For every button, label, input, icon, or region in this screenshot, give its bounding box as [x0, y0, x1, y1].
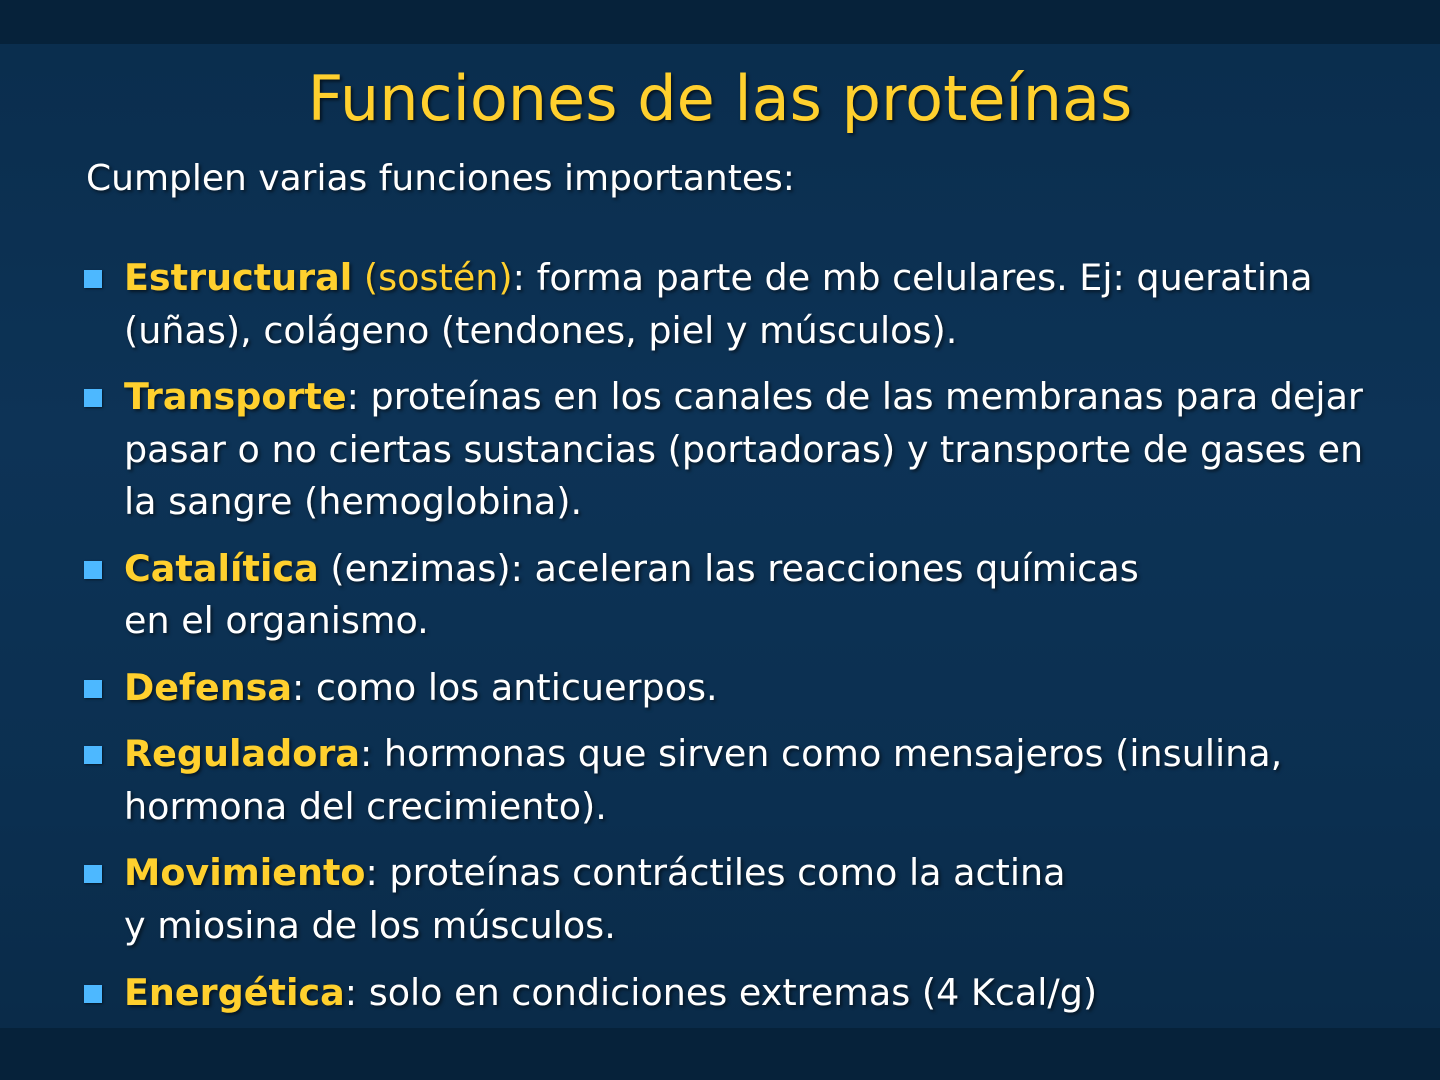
list-item	[84, 967, 1384, 1020]
list-item-keyword: Estructural	[124, 256, 353, 299]
list-item-text	[124, 967, 1097, 1020]
list-item-body: : solo en condiciones extremas (4 Kcal/g)	[344, 970, 1098, 1014]
list-item	[84, 371, 1384, 529]
page-title: Funciones de las proteínas	[307, 62, 1133, 135]
list-item-keyword: Reguladora	[124, 732, 360, 776]
list-item-body: : proteínas en los canales de las membranas para dejar pasar o no ciertas sustancias (portadoras) y transporte de gases en la sangre (hemoglobina).	[124, 375, 1364, 524]
list-item-body: : hormonas que sirven como mensajeros (insulina, hormona del crecimiento).	[124, 732, 1283, 828]
bullet-list	[84, 252, 1384, 1033]
list-item-keyword: Defensa	[124, 665, 293, 709]
list-item-text	[124, 252, 1384, 357]
list-item-text	[124, 728, 1384, 833]
bullet-marker-icon	[84, 270, 102, 288]
list-item-continuation: en el organismo.	[124, 599, 429, 643]
bullet-marker-icon	[84, 680, 102, 698]
bullet-marker-icon	[84, 746, 102, 764]
bullet-marker-icon	[84, 865, 102, 883]
bullet-marker-icon	[84, 561, 102, 579]
list-item	[84, 662, 1384, 715]
list-item	[84, 543, 1384, 648]
list-item-body: : proteínas contráctiles como la actina	[365, 851, 1066, 895]
list-item	[84, 252, 1384, 357]
list-item-text	[124, 543, 1139, 648]
list-item-keyword: Transporte	[124, 375, 347, 419]
bullet-marker-icon	[84, 985, 102, 1003]
list-item-body: : forma parte de mb celulares. Ej: queratina (uñas), colágeno (tendones, piel y músculos).	[124, 256, 1313, 352]
list-item-text	[124, 847, 1066, 952]
list-item-text	[124, 371, 1384, 529]
list-item	[84, 847, 1384, 952]
list-item-body: (enzimas): aceleran las reacciones químicas	[318, 546, 1139, 590]
list-item-text	[124, 662, 718, 715]
list-item-keyword: Energética	[124, 970, 345, 1014]
list-item-keyword-secondary: (sostén)	[352, 256, 513, 299]
list-item-continuation: y miosina de los músculos.	[124, 904, 616, 948]
bottom-decorative-band	[0, 1028, 1440, 1080]
intro-text: Cumplen varias funciones importantes:	[86, 158, 795, 199]
list-item-keyword: Catalítica	[124, 546, 319, 590]
list-item	[84, 728, 1384, 833]
top-decorative-band	[0, 0, 1440, 44]
list-item-body: : como los anticuerpos.	[292, 665, 718, 709]
list-item-keyword: Movimiento	[124, 851, 366, 895]
bullet-marker-icon	[84, 389, 102, 407]
